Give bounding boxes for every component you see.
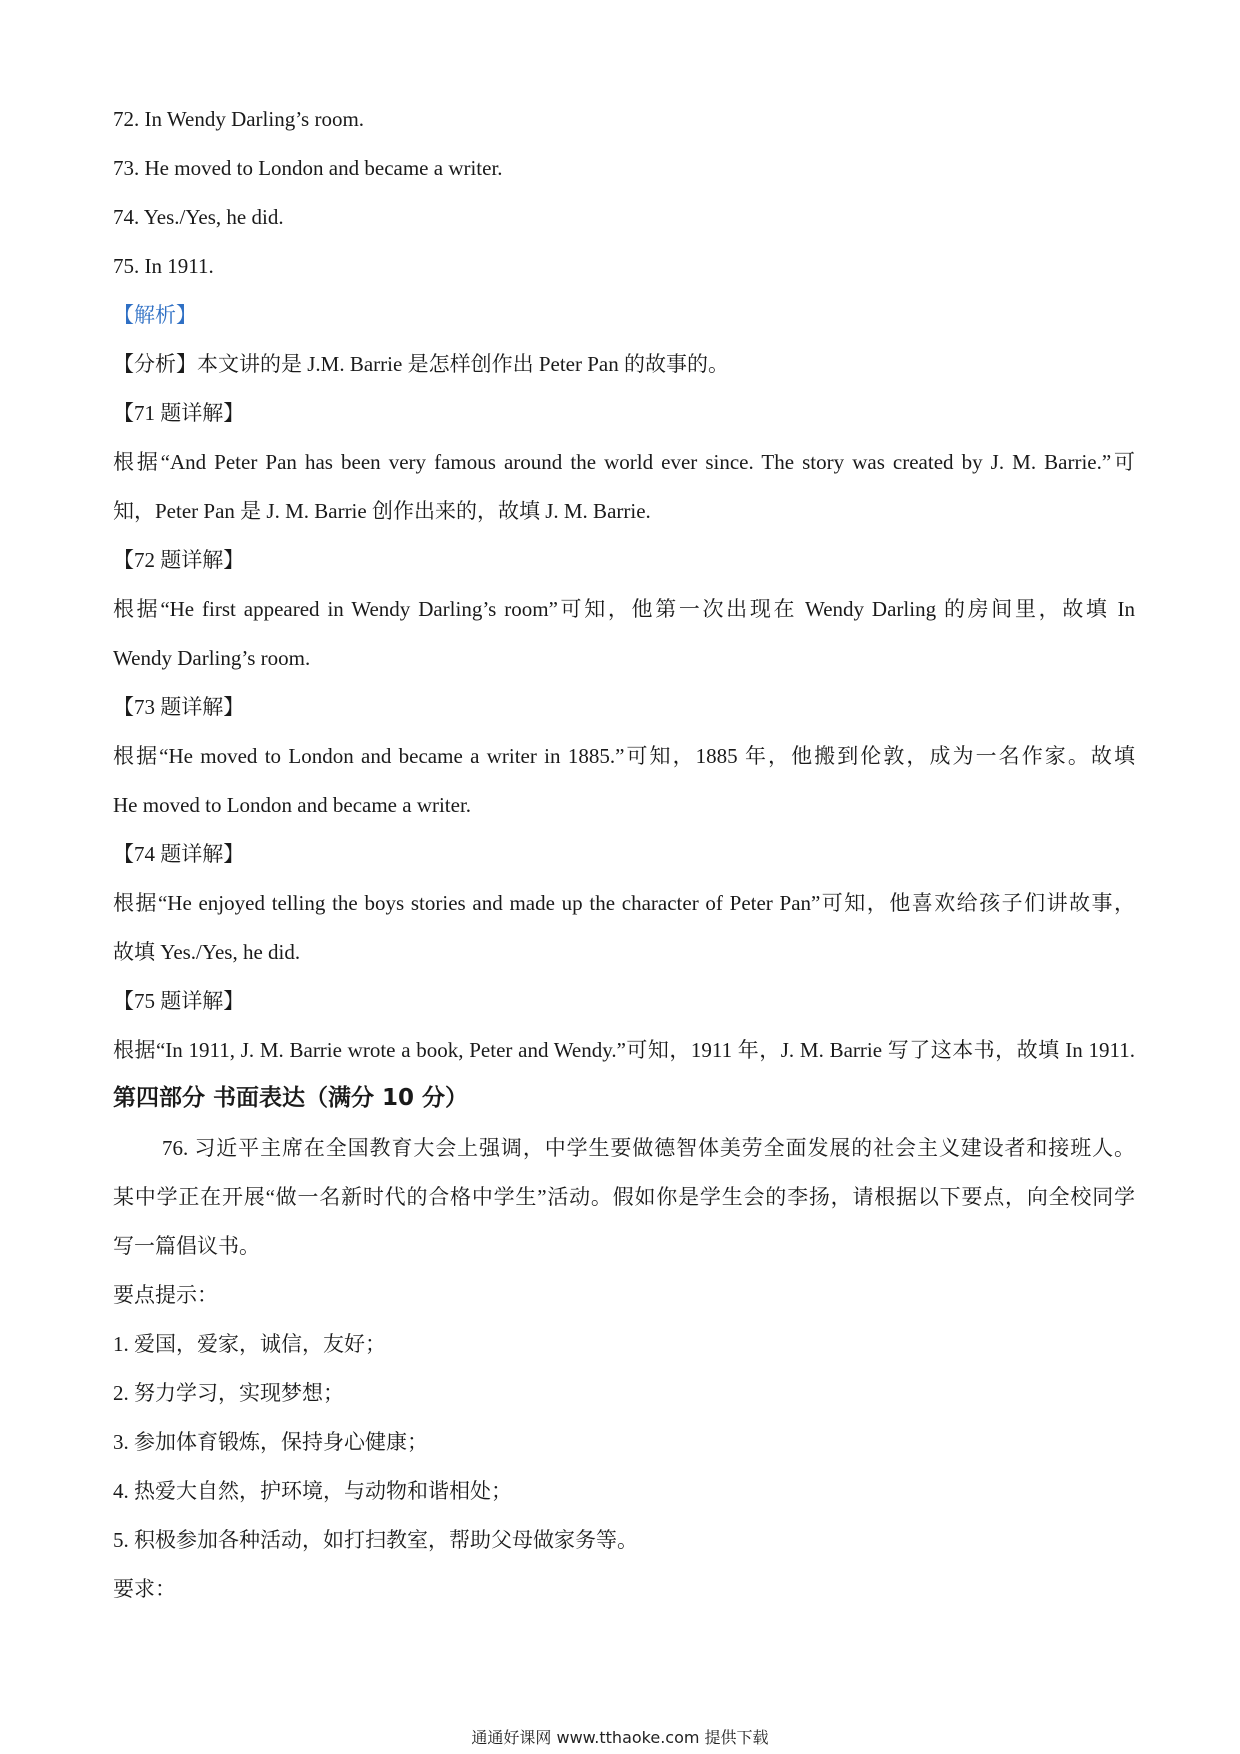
tip-item-5: 5. 积极参加各种活动，如打扫教室，帮助父母做家务等。: [113, 1528, 638, 1552]
q74-line-1: 根据“He enjoyed telling the boys stories and made up the character of Peter Pan”可知，他喜欢给孩子们讲故事，: [113, 891, 1135, 915]
tip-item-4: 4. 热爱大自然，护环境，与动物和谐相处；: [113, 1479, 512, 1503]
prompt-line-2: 某中学正在开展“做一名新时代的合格中学生”活动。假如你是学生会的李扬，请根据以下要点，向全校同学: [113, 1185, 1135, 1209]
answer-73: 73. He moved to London and became a writer.: [113, 156, 503, 180]
overview-text: 【分析】本文讲的是 J.M. Barrie 是怎样创作出 Peter Pan 的故事的。: [113, 352, 729, 376]
q75-line-1: 根据“In 1911, J. M. Barrie wrote a book, Peter and Wendy.”可知，1911 年，J. M. Barrie 写了这本书，故填 In 1911.: [113, 1038, 1135, 1062]
tip-item-2: 2. 努力学习，实现梦想；: [113, 1381, 344, 1405]
q71-title: 【71 题详解】: [113, 401, 245, 425]
q71-line-1: 根据“And Peter Pan has been very famous around the world ever since. The story was created by J. M. Barrie.”可: [113, 450, 1135, 474]
q71-line-2: 知，Peter Pan 是 J. M. Barrie 创作出来的，故填 J. M. Barrie.: [113, 499, 651, 523]
q72-line-1: 根据“He first appeared in Wendy Darling’s room”可知，他第一次出现在 Wendy Darling 的房间里，故填 In: [113, 597, 1135, 621]
q72-line-2: Wendy Darling’s room.: [113, 646, 311, 670]
tip-item-3: 3. 参加体育锻炼，保持身心健康；: [113, 1430, 428, 1454]
q73-title: 【73 题详解】: [113, 695, 245, 719]
q74-title: 【74 题详解】: [113, 842, 245, 866]
prompt-line-1: 76. 习近平主席在全国教育大会上强调，中学生要做德智体美劳全面发展的社会主义建设者和接班人。: [162, 1136, 1135, 1160]
analysis-label: 【解析】: [113, 303, 197, 327]
answer-72: 72. In Wendy Darling’s room.: [113, 107, 365, 131]
q74-line-2: 故填 Yes./Yes, he did.: [113, 940, 301, 964]
part4-heading: 第四部分 书面表达（满分 10 分）: [113, 1085, 469, 1111]
prompt-line-3: 写一篇倡议书。: [113, 1234, 260, 1258]
q73-line-2: He moved to London and became a writer.: [113, 793, 472, 817]
footer-watermark: 通通好课网 www.tthaoke.com 提供下载: [471, 1728, 769, 1747]
q75-title: 【75 题详解】: [113, 989, 245, 1013]
requirements-label: 要求：: [113, 1577, 176, 1601]
tips-label: 要点提示：: [113, 1283, 218, 1307]
answer-74: 74. Yes./Yes, he did.: [113, 205, 284, 229]
q73-line-1: 根据“He moved to London and became a writer in 1885.”可知，1885 年，他搬到伦敦，成为一名作家。故填: [113, 744, 1135, 768]
tip-item-1: 1. 爱国，爱家，诚信，友好；: [113, 1332, 386, 1356]
answer-75: 75. In 1911.: [113, 254, 214, 278]
q72-title: 【72 题详解】: [113, 548, 245, 572]
